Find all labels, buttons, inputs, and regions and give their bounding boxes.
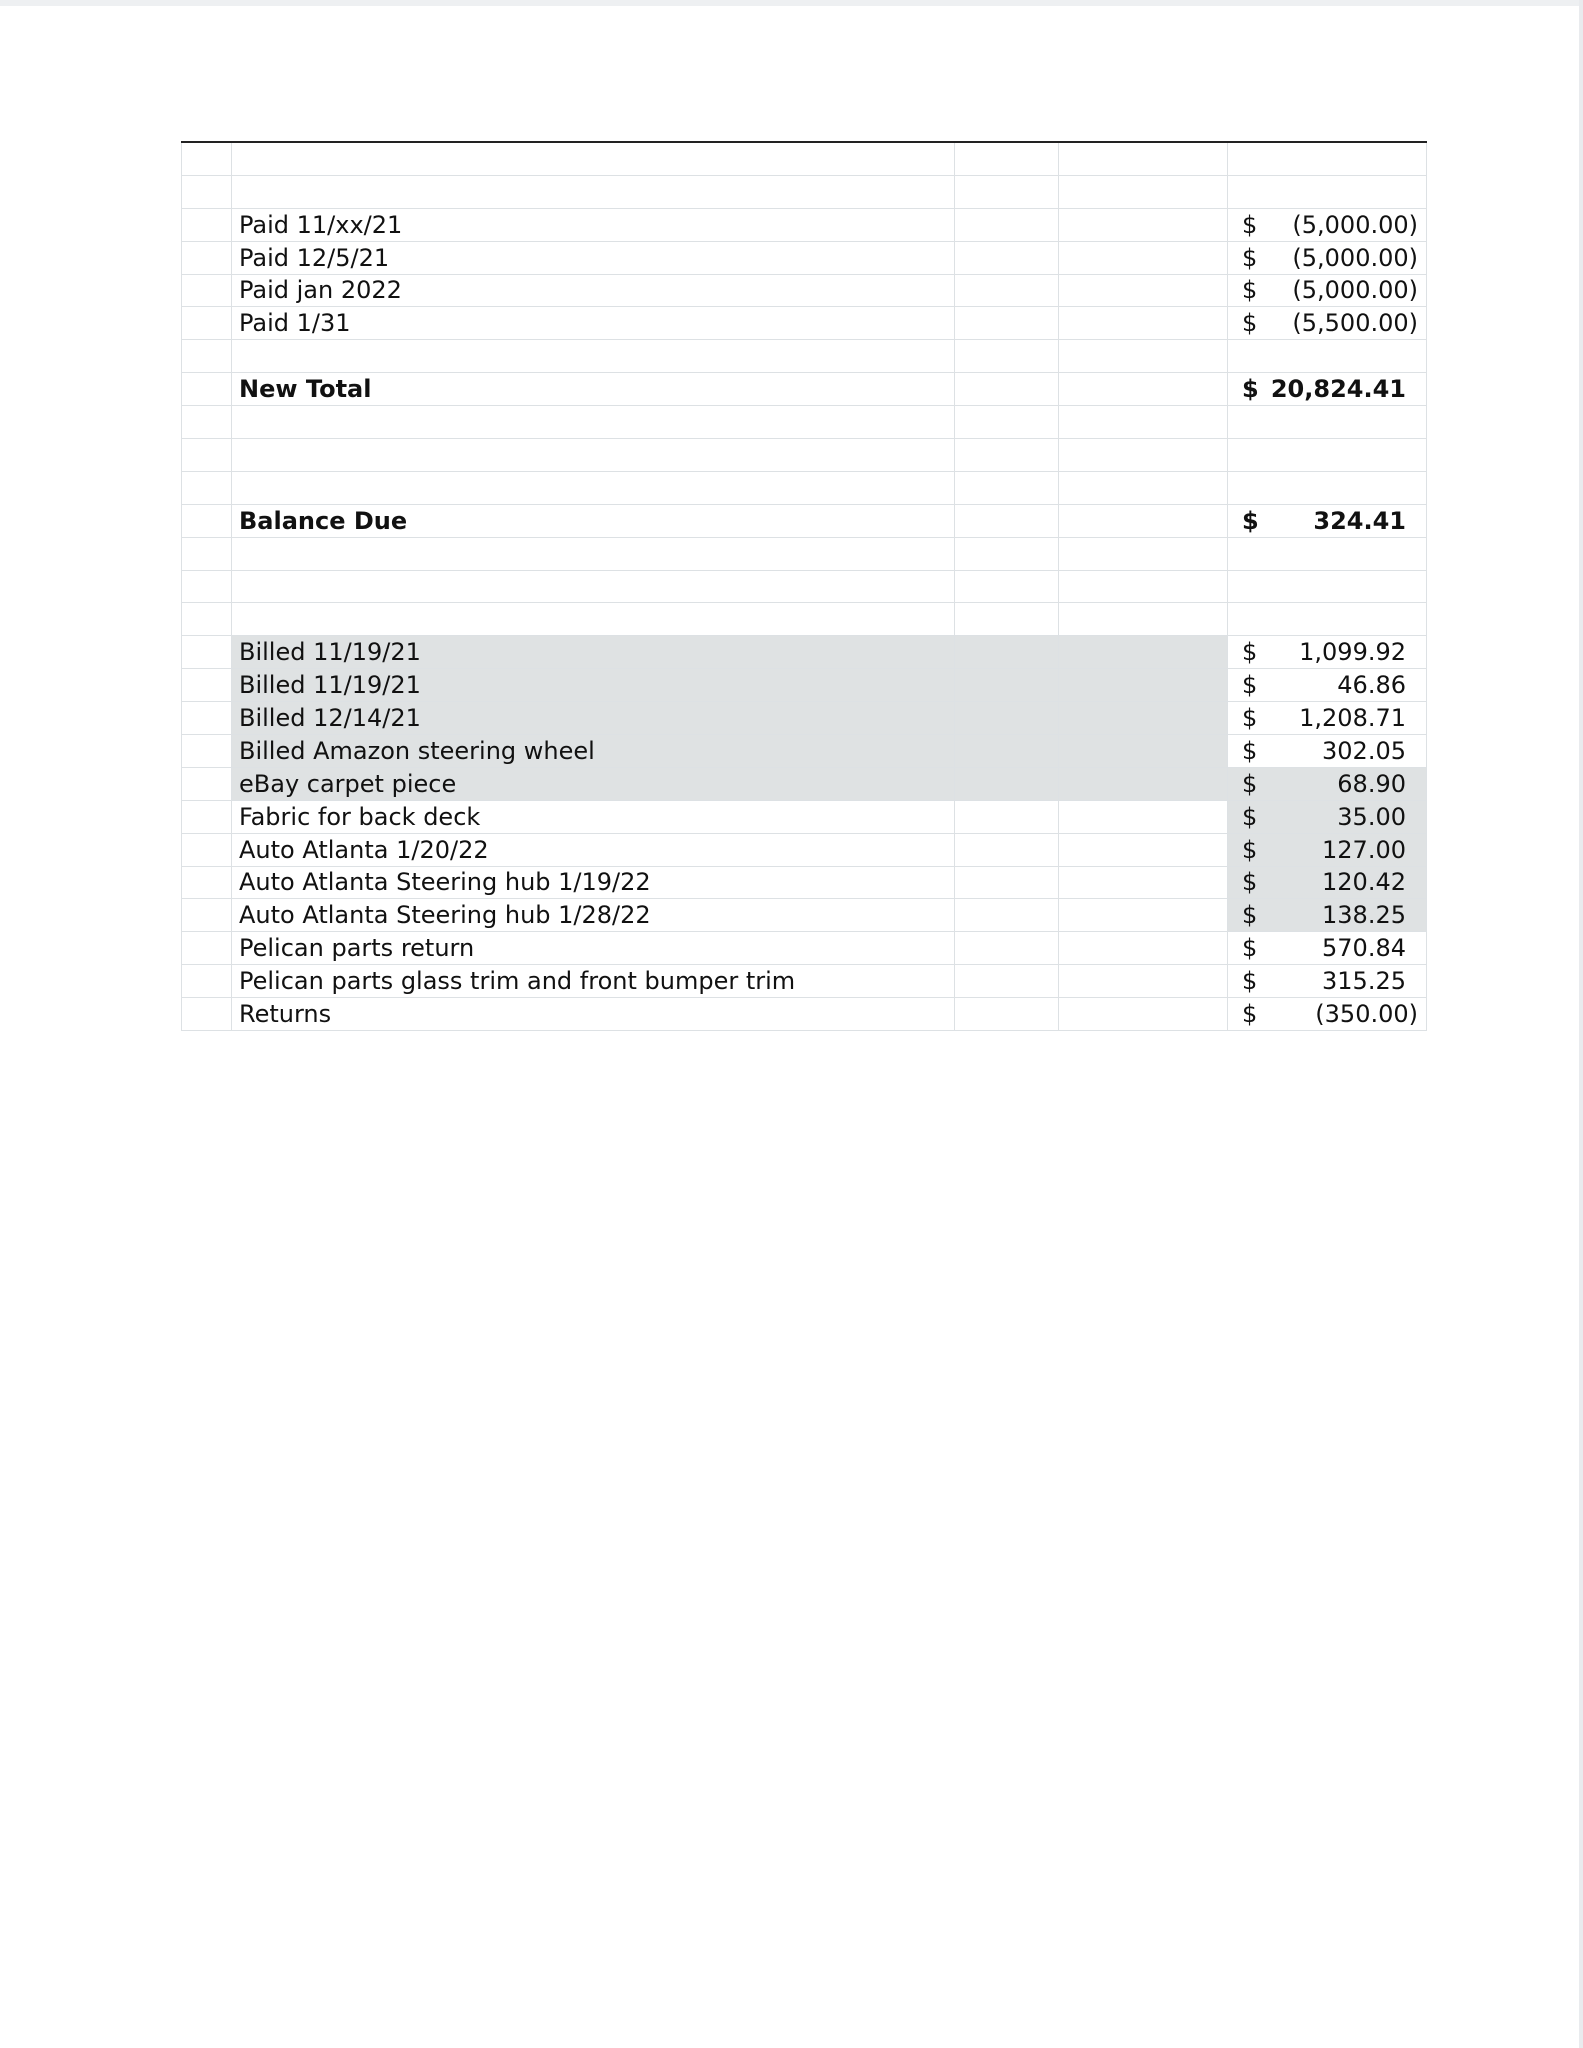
spreadsheet-table [181, 141, 1427, 1031]
billed-item-row [181, 768, 1427, 801]
item-amount: (350.00) [1315, 1000, 1418, 1029]
billed-item-row [181, 834, 1427, 867]
item-description: Billed Amazon steering wheel [239, 736, 595, 765]
payment-amount: (5,000.00) [1292, 276, 1418, 305]
empty-row [181, 603, 1427, 636]
item-description: Fabric for back deck [239, 802, 481, 831]
payment-amount: (5,000.00) [1292, 210, 1418, 239]
new-total-label: New Total [239, 375, 372, 404]
currency-symbol: $ [1242, 506, 1259, 535]
scan-edge-top [0, 0, 1583, 6]
currency-symbol: $ [1242, 736, 1258, 765]
new-total-amount: 20,824.41 [1270, 375, 1406, 404]
balance-due-label: Balance Due [239, 506, 408, 535]
item-description: Returns [239, 1000, 332, 1029]
currency-symbol: $ [1242, 835, 1258, 864]
billed-item-row [181, 965, 1427, 998]
currency-symbol: $ [1242, 276, 1258, 305]
item-amount: 35.00 [1337, 802, 1406, 831]
payment-amount: (5,500.00) [1292, 309, 1418, 338]
payment-row [181, 307, 1427, 340]
currency-symbol: $ [1242, 769, 1258, 798]
item-description: Billed 12/14/21 [239, 704, 421, 733]
item-amount: 1,099.92 [1299, 638, 1406, 667]
empty-row [181, 439, 1427, 472]
item-amount: 315.25 [1322, 967, 1406, 996]
balance-due-amount: 324.41 [1313, 506, 1406, 535]
currency-symbol: $ [1242, 375, 1259, 404]
item-description: Billed 11/19/21 [239, 671, 421, 700]
currency-symbol: $ [1242, 243, 1258, 272]
billed-item-row [181, 998, 1427, 1031]
currency-symbol: $ [1242, 638, 1258, 667]
new-total-row [181, 373, 1427, 406]
billed-item-row [181, 932, 1427, 965]
billed-item-row [181, 801, 1427, 834]
empty-row [181, 406, 1427, 439]
payment-row [181, 275, 1427, 308]
item-description: eBay carpet piece [239, 769, 457, 798]
currency-symbol: $ [1242, 671, 1258, 700]
item-description: Auto Atlanta 1/20/22 [239, 835, 489, 864]
empty-row [181, 571, 1427, 604]
currency-symbol: $ [1242, 901, 1258, 930]
payment-row [181, 242, 1427, 275]
currency-symbol: $ [1242, 309, 1258, 338]
empty-row [181, 538, 1427, 571]
scan-edge-right [1579, 0, 1583, 2048]
currency-symbol: $ [1242, 1000, 1258, 1029]
item-description: Pelican parts glass trim and front bumper trim [239, 967, 796, 996]
item-amount: 302.05 [1322, 736, 1406, 765]
item-amount: 138.25 [1322, 901, 1406, 930]
item-description: Billed 11/19/21 [239, 638, 421, 667]
item-description: Pelican parts return [239, 934, 475, 963]
currency-symbol: $ [1242, 967, 1258, 996]
item-description: Auto Atlanta Steering hub 1/28/22 [239, 901, 651, 930]
empty-row [181, 176, 1427, 209]
empty-row [181, 472, 1427, 505]
item-amount: 68.90 [1337, 769, 1406, 798]
item-amount: 1,208.71 [1299, 704, 1406, 733]
payment-description: Paid 11/xx/21 [239, 210, 403, 239]
billed-item-row [181, 669, 1427, 702]
currency-symbol: $ [1242, 210, 1258, 239]
currency-symbol: $ [1242, 868, 1258, 897]
item-amount: 120.42 [1322, 868, 1406, 897]
billed-item-row [181, 867, 1427, 900]
payment-row [181, 209, 1427, 242]
currency-symbol: $ [1242, 704, 1258, 733]
currency-symbol: $ [1242, 934, 1258, 963]
billed-item-row [181, 899, 1427, 932]
item-amount: 46.86 [1337, 671, 1406, 700]
item-amount: 127.00 [1322, 835, 1406, 864]
payment-description: Paid 12/5/21 [239, 243, 390, 272]
payment-description: Paid 1/31 [239, 309, 351, 338]
billed-item-row [181, 702, 1427, 735]
item-amount: 570.84 [1322, 934, 1406, 963]
payment-amount: (5,000.00) [1292, 243, 1418, 272]
balance-due-row [181, 505, 1427, 538]
billed-item-row [181, 735, 1427, 768]
currency-symbol: $ [1242, 802, 1258, 831]
item-description: Auto Atlanta Steering hub 1/19/22 [239, 868, 651, 897]
empty-row [181, 340, 1427, 373]
billed-item-row [181, 636, 1427, 669]
empty-row [181, 143, 1427, 176]
payment-description: Paid jan 2022 [239, 276, 402, 305]
